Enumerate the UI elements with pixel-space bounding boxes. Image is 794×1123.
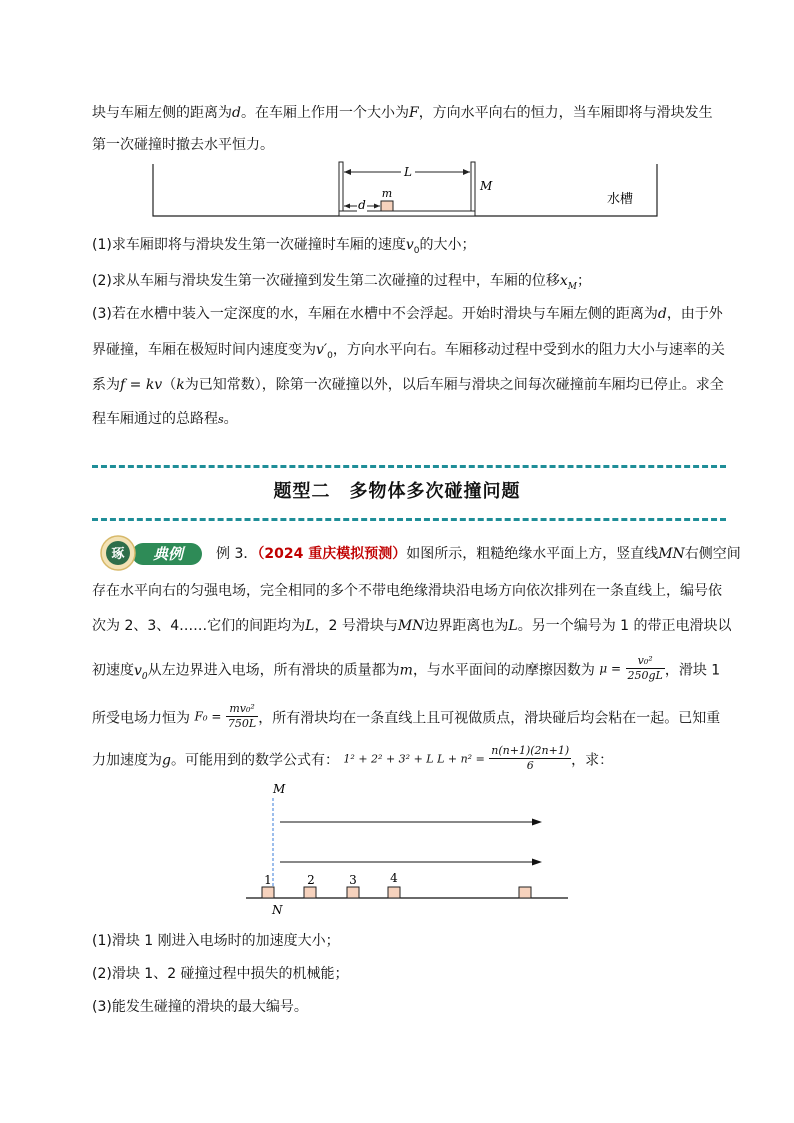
example-3-question-2	[92, 965, 728, 983]
text: （	[162, 377, 177, 393]
text: ，与水平面间的动摩擦因数为	[412, 662, 595, 679]
problem-text-line	[92, 136, 728, 154]
example-badge	[98, 535, 204, 571]
slider-block-1	[262, 887, 274, 898]
example-3-question-1	[92, 932, 728, 950]
var-g: g	[162, 752, 171, 769]
text: 次为 2、3、4……它们的间距均为	[92, 618, 306, 634]
var-d: d	[657, 306, 667, 322]
example-3-line	[92, 704, 728, 733]
var-MN: MN	[397, 618, 425, 634]
var-k: k	[176, 377, 185, 393]
question-3-line	[92, 305, 728, 323]
text: ，由于外	[666, 306, 723, 322]
source-tag: （2024 重庆模拟预测）	[257, 546, 407, 562]
label-M: M	[480, 179, 493, 193]
question-3-line	[92, 341, 728, 365]
slider-block-3	[347, 887, 359, 898]
section-divider-bottom	[92, 518, 726, 521]
text: ，方向水平向右。车厢移动过程中受到水的阻力大小与速率的关	[332, 342, 725, 358]
cart-left-wall	[339, 162, 343, 216]
arrowhead	[463, 169, 470, 175]
block-label-1: 1	[264, 873, 272, 887]
text: 存在水平向右的匀强电场，完全相同的多个不带电绝缘滑块沿电场方向依次排列在一条直线上，编号依	[92, 583, 722, 599]
subscript: M	[567, 281, 577, 292]
text: (2)滑块 1、2 碰撞过程中损失的机械能；	[92, 966, 349, 982]
slider-block-n	[519, 887, 531, 898]
text: ，方向水平向右的恒力，当车厢即将与滑块发生	[418, 105, 713, 121]
label-d: d	[358, 198, 366, 212]
var-MN: MN	[658, 546, 685, 562]
text: (1)滑块 1 刚进入电场时的加速度大小；	[92, 933, 340, 949]
slider-block-2	[304, 887, 316, 898]
example-3-line	[92, 617, 732, 635]
example-3-line	[92, 746, 728, 775]
subscript: 0	[413, 245, 420, 256]
text: ；	[576, 273, 591, 289]
question-2	[92, 272, 728, 296]
text: 第一次碰撞时撤去水平恒力。	[92, 137, 274, 153]
numerator: mv₀²	[226, 702, 258, 717]
arrowhead	[374, 204, 380, 209]
text: 系为	[92, 377, 120, 393]
example-3-line: 初速度$v_0$从左边界进入电场，所有滑块的质量都为m，与水平面间的动摩擦因数为 μ = $\frac{\text{v₀²}}{250gL}$ ，滑块 1	[92, 654, 721, 682]
text: 块与车厢左侧的距离为	[92, 105, 232, 121]
text: 程车厢通过的总路程	[92, 411, 218, 427]
subscript: 0	[327, 350, 333, 361]
arrowhead	[344, 204, 350, 209]
field-arrowhead	[532, 819, 542, 826]
section-title: 题型二 多物体多次碰撞问题	[273, 481, 521, 502]
example-3-line	[92, 582, 728, 600]
slider-block	[381, 201, 393, 211]
arrowhead	[344, 169, 351, 175]
fraction	[626, 654, 665, 683]
label-water-tank: 水槽	[607, 192, 634, 207]
block-label-3: 3	[349, 873, 357, 887]
text: 从左边界进入电场，所有滑块的质量都为	[147, 662, 400, 679]
text: 边界距离也为	[424, 618, 509, 634]
F0-label: F₀ =	[194, 709, 222, 724]
var-F: F	[408, 105, 419, 121]
question-1	[92, 236, 728, 260]
denominator: 750L	[227, 717, 257, 730]
text: 如图所示，粗糙绝缘水平面上方，竖直线	[406, 546, 659, 562]
slider-block-4	[388, 887, 400, 898]
cart-right-wall	[471, 162, 475, 216]
text: (2)求从车厢与滑块发生第一次碰撞到发生第二次碰撞的过程中，车厢的位移	[92, 273, 560, 289]
question-3-line	[92, 376, 728, 394]
F0-formula	[194, 702, 258, 731]
cart-tank-figure	[145, 160, 665, 222]
text: (3)若在水槽中装入一定深度的水，车厢在水槽中不会浮起。开始时滑块与车厢左侧的距离为	[92, 306, 658, 322]
section-divider-top	[92, 465, 726, 468]
text: 的大小；	[419, 237, 476, 253]
text: ，2 号滑块与	[314, 618, 398, 634]
var-x: x	[559, 273, 568, 289]
field-arrowhead	[532, 859, 542, 866]
text: 界碰撞，车厢在极短时间内速度变为	[92, 342, 316, 358]
badge-label: 典例	[152, 545, 184, 563]
label-m: m	[381, 187, 393, 200]
numerator: v₀²	[626, 654, 665, 669]
fraction	[489, 744, 571, 773]
sum-formula	[343, 744, 571, 773]
text: 为已知常数），除第一次碰撞以外，以后车厢与滑块之间每次碰撞前车厢均已停止。求全	[184, 377, 724, 393]
text: (1)求车厢即将与滑块发生第一次碰撞时车厢的速度	[92, 237, 406, 253]
problem-text-line	[92, 104, 728, 122]
var-v: v	[405, 237, 414, 253]
denominator: 250gL	[627, 669, 663, 682]
text: 。另一个编号为 1 的带正电滑块以	[517, 618, 732, 634]
var-m: m	[399, 662, 413, 679]
mu-label: μ =	[599, 661, 622, 676]
var-v0-prime: v′	[316, 342, 328, 358]
fraction	[226, 702, 258, 731]
text: 例 3．	[216, 546, 258, 562]
label-M: M	[273, 782, 286, 796]
block-label-2: 2	[307, 873, 315, 887]
example-3-line	[216, 545, 741, 563]
text: 右侧空间	[684, 546, 741, 562]
mu-formula	[599, 654, 664, 683]
text: 。在车厢上作用一个大小为	[240, 105, 409, 121]
text: 力加速度为	[92, 752, 162, 769]
block-label-4: 4	[390, 871, 398, 885]
text: ，滑块 1	[664, 662, 721, 679]
numerator: n(n+1)(2n+1)	[491, 744, 570, 757]
var-s: s	[218, 413, 224, 426]
question-3-line	[92, 410, 728, 429]
denominator: 6	[526, 759, 534, 772]
example-3-question-3	[92, 998, 728, 1016]
text: ，求：	[571, 752, 614, 769]
badge-seal-char: 琢	[111, 547, 125, 562]
text: 。	[223, 411, 238, 427]
formula-f-kv: f = kv	[120, 377, 163, 393]
text: 。可能用到的数学公式有：	[170, 752, 339, 769]
var-L: L	[508, 618, 518, 634]
electric-field-figure	[240, 780, 580, 918]
text: 初速度	[92, 662, 134, 679]
label-N: N	[272, 903, 283, 917]
var-d: d	[232, 105, 241, 121]
text: (3)能发生碰撞的滑块的最大编号。	[92, 999, 308, 1015]
text: ，所有滑块均在一条直线上且可视做质点，滑块碰后均会粘在一起。已知重	[258, 710, 721, 727]
sum-left: 1² + 2² + 3² + L L + n² =	[343, 752, 485, 766]
label-L: L	[404, 165, 412, 179]
var-L: L	[305, 618, 315, 634]
text: 所受电场力恒为	[92, 710, 190, 727]
